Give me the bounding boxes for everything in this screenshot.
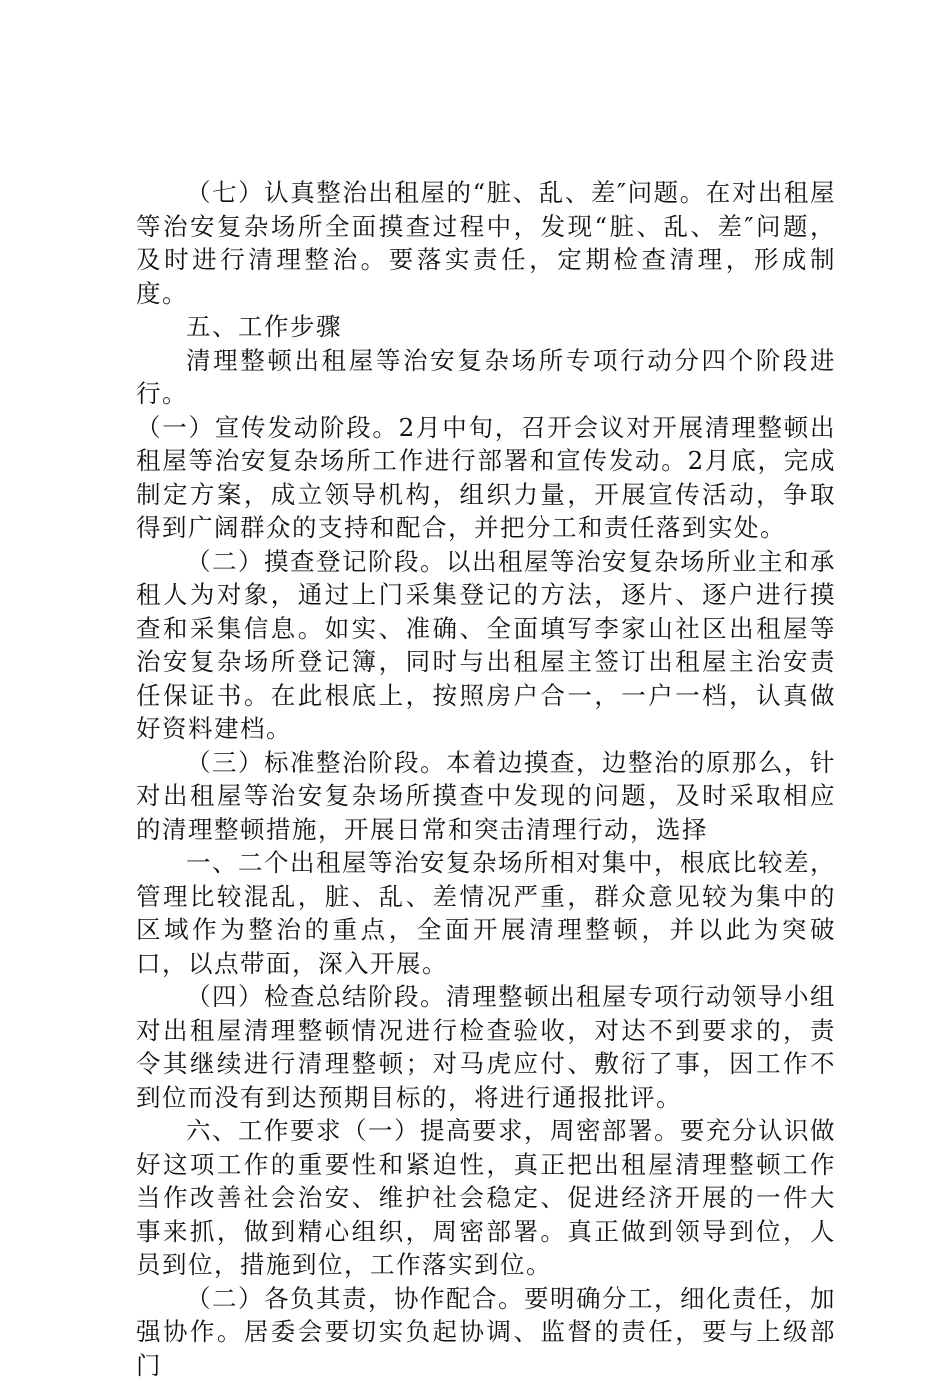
document-body [136, 176, 836, 1382]
paragraph-rectify-dirty-chaos: （七）认真整治出租屋的“脏、乱、差″问题。在对出租屋等治安复杂场所全面摸查过程中，发现“脏、乱、差″问题，及时进行清理整治。要落实责任，定期检查清理，形成制度。 [136, 176, 836, 310]
section-heading-work-steps: 五、工作步骤 [136, 310, 836, 344]
paragraph-stage-two-registration: （二）摸查登记阶段。以出租屋等治安复杂场所业主和承租人为对象，通过上门采集登记的方法，逐片、逐户进行摸查和采集信息。如实、准确、全面填写李家山社区出租屋等治安复杂场所登记簿，同时与出租屋主签订出租屋主治安责任保证书。在此根底上，按照房户合一，一户一档，认真做好资料建档。 [136, 545, 836, 746]
paragraph-work-requirements: 六、工作要求（一）提高要求，周密部署。要充分认识做好这项工作的重要性和紧迫性，真正把出租屋清理整顿工作当作改善社会治安、维护社会稳定、促进经济开展的一件大事来抓，做到精心组织，周密部署。真正做到领导到位，人员到位，措施到位，工作落实到位。 [136, 1114, 836, 1282]
paragraph-four-stages-intro: 清理整顿出租屋等治安复杂场所专项行动分四个阶段进行。 [136, 344, 836, 411]
paragraph-rectification-focus: 一、二个出租屋等治安复杂场所相对集中，根底比较差，管理比较混乱，脏、乱、差情况严重，群众意见较为集中的区域作为整治的重点，全面开展清理整顿，并以此为突破口，以点带面，深入开展。 [136, 846, 836, 980]
paragraph-stage-four-review: （四）检查总结阶段。清理整顿出租屋专项行动领导小组对出租屋清理整顿情况进行检查验收，对达不到要求的，责令其继续进行清理整顿；对马虎应付、敷衍了事，因工作不到位而没有到达预期目标的，将进行通报批评。 [136, 980, 836, 1114]
paragraph-stage-one-publicity: （一）宣传发动阶段。2月中旬，召开会议对开展清理整顿出租屋等治安复杂场所工作进行部署和宣传发动。2月底，完成制定方案，成立领导机构，组织力量，开展宣传活动，争取得到广阔群众的支持和配合，并把分工和责任落到实处。 [136, 411, 836, 545]
paragraph-responsibility-cooperation: （二）各负其责，协作配合。要明确分工，细化责任，加强协作。居委会要切实负起协调、监督的责任，要与上级部门 [136, 1282, 836, 1382]
paragraph-stage-three-rectification: （三）标准整治阶段。本着边摸查，边整治的原那么，针对出租屋等治安复杂场所摸查中发现的问题，及时采取相应的清理整顿措施，开展日常和突击清理行动，选择 [136, 746, 836, 847]
